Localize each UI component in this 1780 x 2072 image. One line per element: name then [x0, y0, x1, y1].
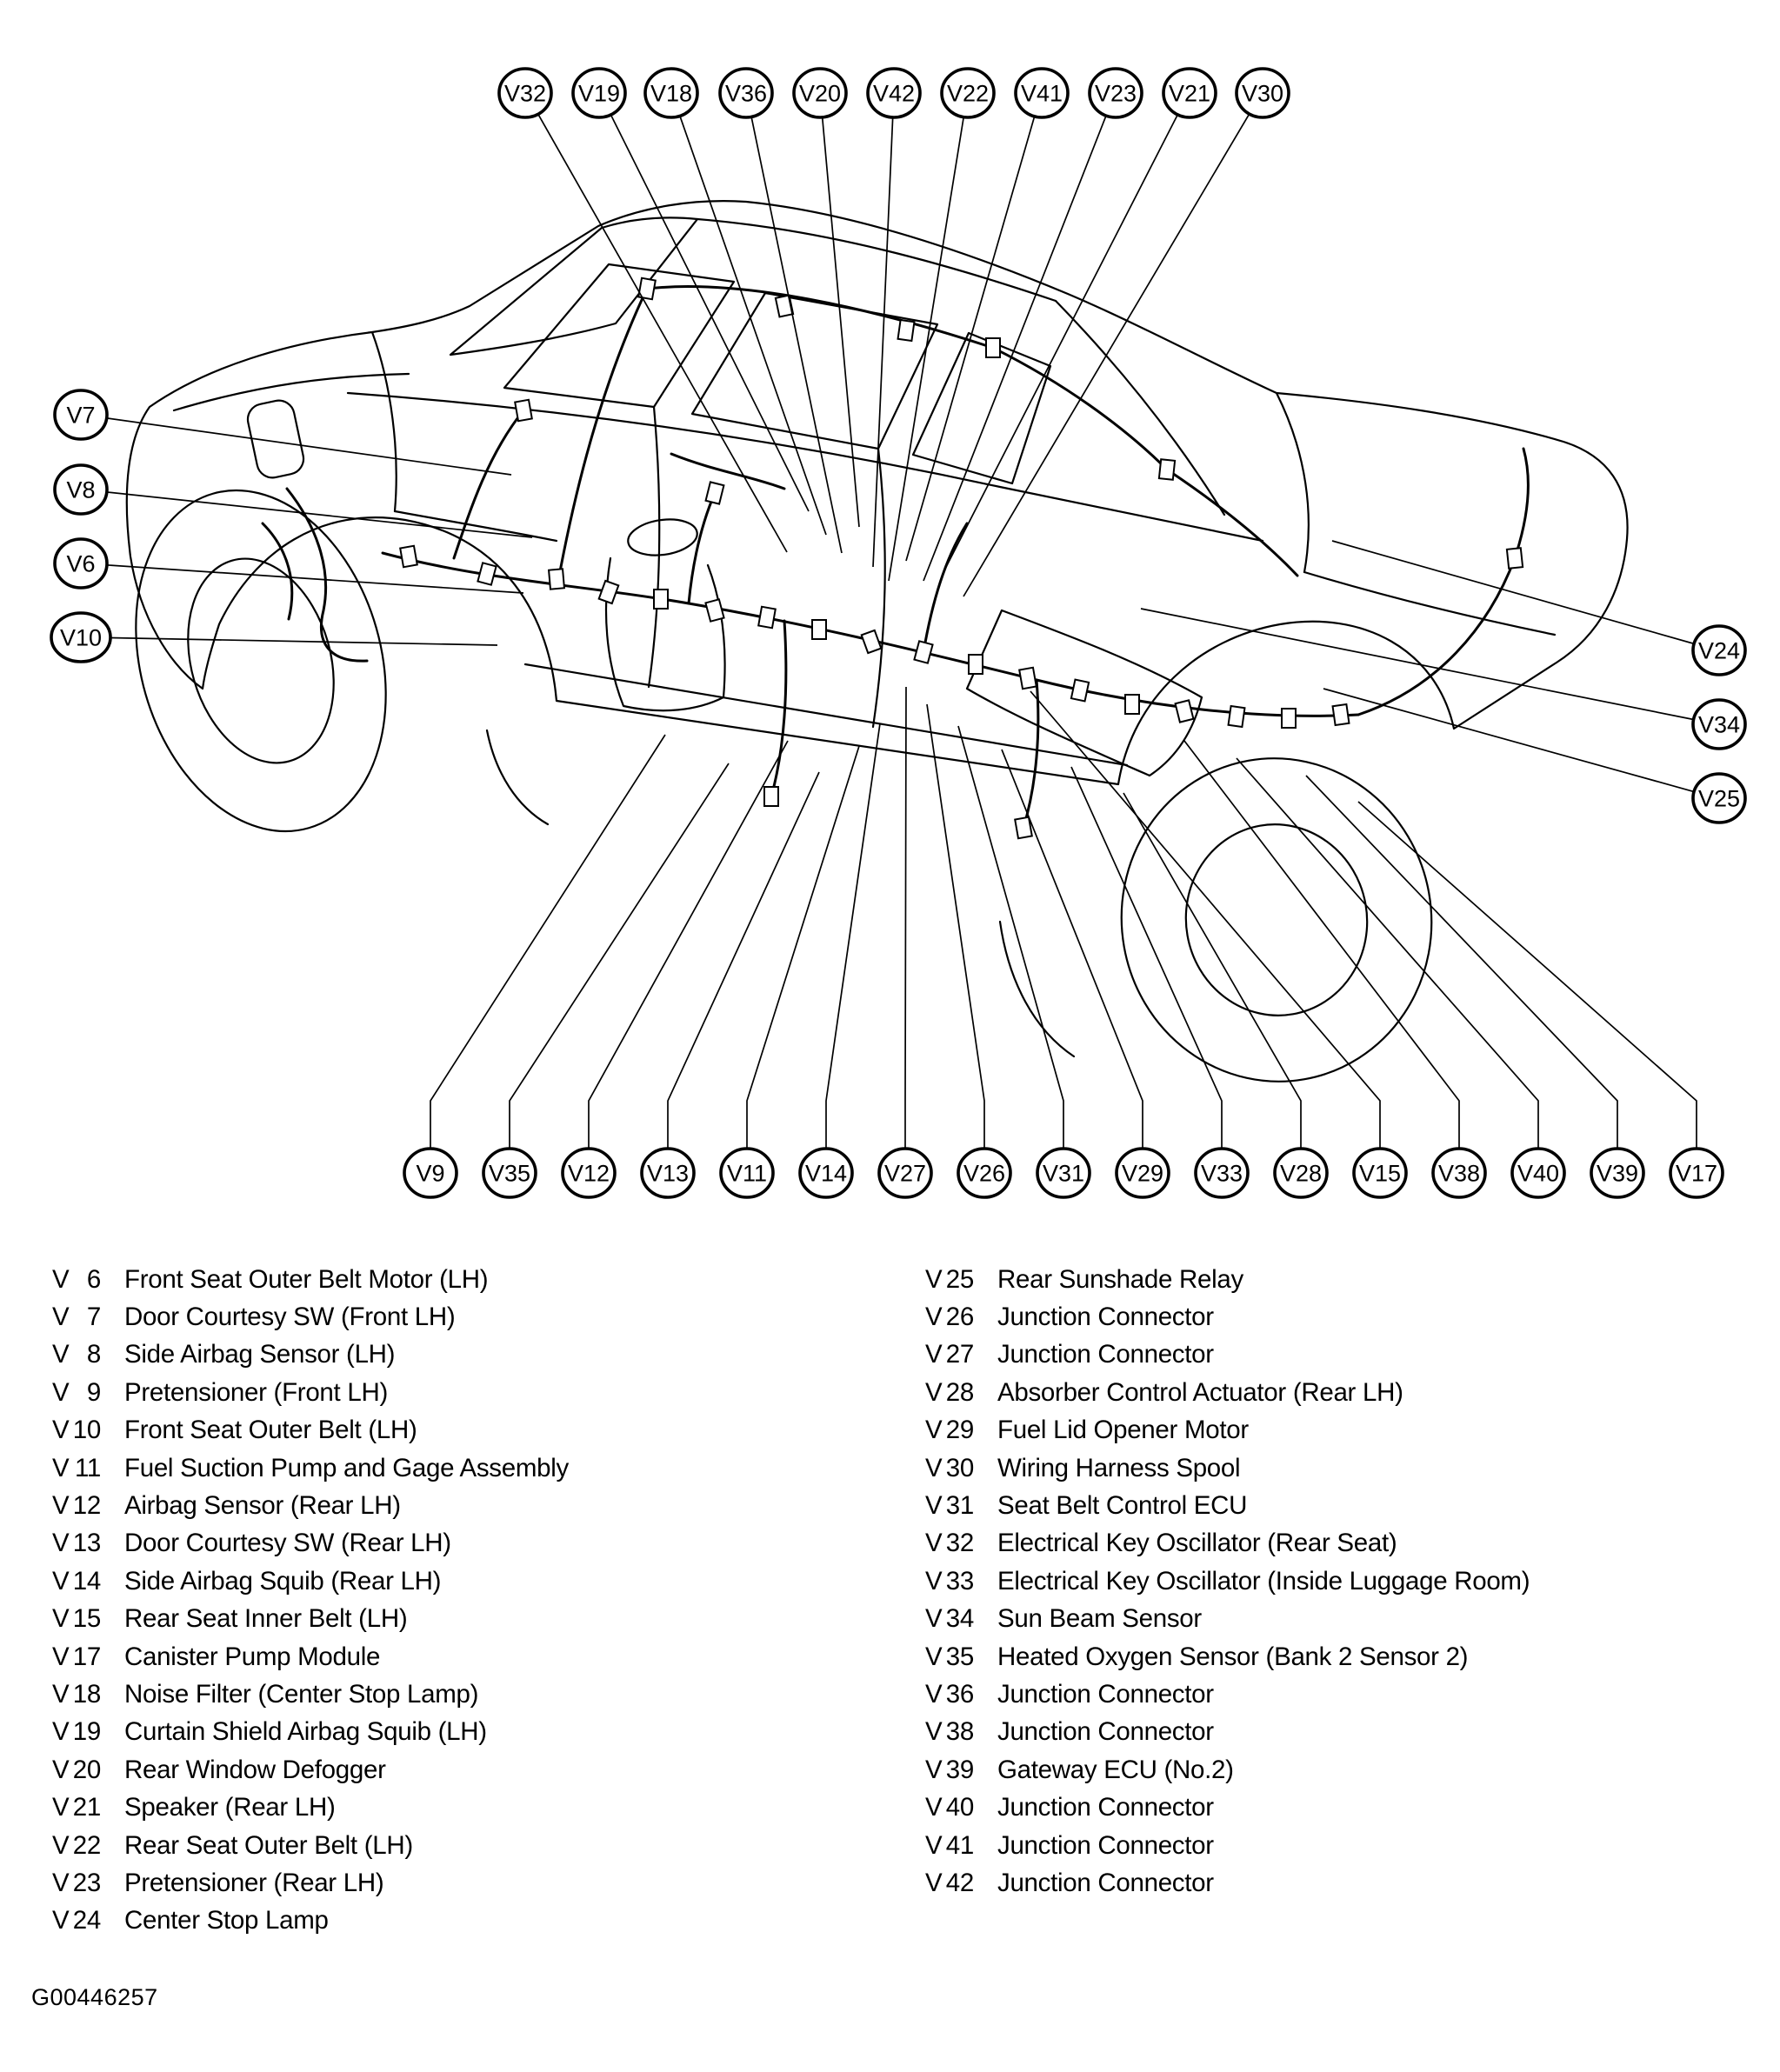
legend-item-prefix: V: [925, 1566, 943, 1596]
callout-v9: [404, 735, 665, 1197]
callout-v26: [927, 704, 1010, 1197]
legend-item-number: 42: [945, 1868, 974, 1897]
leader-line-v33: [1071, 767, 1222, 1149]
leader-line-v15: [1030, 691, 1380, 1149]
callout-v7: [55, 390, 511, 475]
callout-label-v17: V17: [1675, 1160, 1718, 1187]
legend-item-prefix: V: [52, 1642, 70, 1671]
legend-item-prefix: V: [925, 1604, 943, 1634]
leader-line-v27: [905, 687, 906, 1149]
legend-item-name: Pretensioner (Front LH): [124, 1377, 388, 1407]
legend-item-number: 39: [945, 1755, 974, 1784]
legend-item-name: Junction Connector: [997, 1679, 1214, 1709]
legend-item-prefix: V: [52, 1830, 70, 1860]
legend-item-prefix: V: [52, 1717, 70, 1747]
legend-item-number: 32: [945, 1529, 974, 1558]
legend-item-name: Sun Beam Sensor: [997, 1604, 1202, 1634]
legend-item-name: Junction Connector: [997, 1830, 1214, 1860]
legend-row: [52, 1412, 569, 1449]
callout-label-v26: V26: [963, 1160, 1006, 1187]
legend-row: [925, 1789, 1530, 1826]
legend-row: [52, 1525, 569, 1562]
legend-item-name: Front Seat Outer Belt Motor (LH): [124, 1264, 489, 1294]
legend-item-prefix: V: [925, 1830, 943, 1860]
legend-item-prefix: V: [925, 1453, 943, 1482]
legend-item-prefix: V: [925, 1717, 943, 1747]
legend-item-name: Junction Connector: [997, 1717, 1214, 1747]
legend-item-number: 22: [72, 1830, 101, 1860]
leader-line-v26: [927, 704, 984, 1149]
callout-v34: [1141, 609, 1745, 749]
legend-row: [925, 1714, 1530, 1751]
legend-row: [925, 1449, 1530, 1487]
legend-item-prefix: V: [52, 1340, 70, 1369]
legend-item-name: Absorber Control Actuator (Rear LH): [997, 1377, 1403, 1407]
callout-v31: [958, 726, 1090, 1197]
callout-v38: [1184, 741, 1485, 1197]
callout-v33: [1071, 767, 1248, 1197]
legend-item-name: Gateway ECU (No.2): [997, 1755, 1234, 1784]
legend-row: [925, 1412, 1530, 1449]
legend-item-number: 17: [72, 1642, 101, 1671]
legend-item-name: Heated Oxygen Sensor (Bank 2 Sensor 2): [997, 1642, 1469, 1671]
leader-line-v22: [889, 117, 963, 581]
legend-item-number: 14: [72, 1566, 101, 1596]
legend-item-name: Pretensioner (Rear LH): [124, 1868, 384, 1897]
legend-item-prefix: V: [925, 1302, 943, 1332]
leader-line-v34: [1141, 609, 1694, 720]
callout-label-v33: V33: [1200, 1160, 1243, 1187]
legend-item-prefix: V: [925, 1755, 943, 1784]
leader-line-v41: [906, 117, 1035, 561]
legend-row: [925, 1261, 1530, 1298]
legend-item-number: 10: [72, 1416, 101, 1445]
callout-label-v6: V6: [66, 550, 96, 577]
legend-row: [52, 1261, 569, 1298]
leader-line-v7: [107, 418, 511, 475]
legend-item-number: 20: [72, 1755, 101, 1784]
callout-label-v15: V15: [1358, 1160, 1402, 1187]
legend-item-number: 26: [945, 1302, 974, 1332]
leader-line-v29: [1002, 750, 1143, 1149]
callout-layer: [51, 69, 1745, 1197]
callout-label-v36: V36: [724, 80, 768, 107]
legend-column-right: [925, 1261, 1530, 1902]
legend-item-name: Door Courtesy SW (Front LH): [124, 1302, 456, 1332]
legend-item-number: 40: [945, 1793, 974, 1822]
leader-line-v28: [1123, 793, 1301, 1149]
legend-item-name: Canister Pump Module: [124, 1642, 381, 1671]
legend-row: [52, 1562, 569, 1600]
callout-v28: [1123, 793, 1327, 1197]
legend-item-prefix: V: [52, 1491, 70, 1521]
legend-row: [925, 1638, 1530, 1676]
callout-label-v22: V22: [946, 80, 990, 107]
callout-label-v11: V11: [726, 1160, 768, 1187]
legend-item-prefix: V: [52, 1453, 70, 1482]
legend-item-number: 31: [945, 1491, 974, 1521]
callout-label-v31: V31: [1042, 1160, 1085, 1187]
callout-label-v8: V8: [66, 476, 96, 503]
legend-item-prefix: V: [925, 1264, 943, 1294]
legend-item-name: Airbag Sensor (Rear LH): [124, 1491, 401, 1521]
legend-row: [925, 1525, 1530, 1562]
legend-item-number: 15: [72, 1604, 101, 1634]
legend-item-prefix: V: [52, 1868, 70, 1897]
legend-item-number: 24: [72, 1906, 101, 1935]
legend-item-name: Wiring Harness Spool: [997, 1453, 1241, 1482]
callout-label-v7: V7: [66, 402, 96, 429]
legend-item-prefix: V: [52, 1302, 70, 1332]
harness-connectors: [400, 278, 1523, 838]
legend-item-number: 28: [945, 1377, 974, 1407]
legend-item-number: 36: [945, 1679, 974, 1709]
legend-row: [925, 1562, 1530, 1600]
legend-item-number: 38: [945, 1717, 974, 1747]
figure-code: G00446257: [31, 1984, 158, 2010]
callout-v25: [1323, 689, 1745, 823]
legend-item-number: 21: [72, 1793, 101, 1822]
callout-v21: [944, 69, 1216, 570]
leader-line-v13: [668, 772, 819, 1149]
legend-item-name: Rear Sunshade Relay: [997, 1264, 1243, 1294]
callout-label-v19: V19: [577, 80, 621, 107]
callout-label-v20: V20: [798, 80, 842, 107]
leader-line-v17: [1358, 802, 1697, 1149]
legend-item-prefix: V: [52, 1604, 70, 1634]
callout-label-v10: V10: [59, 624, 103, 651]
callout-label-v13: V13: [646, 1160, 690, 1187]
legend-item-prefix: V: [52, 1566, 70, 1596]
legend-row: [52, 1902, 569, 1940]
legend-row: [925, 1827, 1530, 1864]
legend-item-number: 35: [945, 1642, 974, 1671]
legend-item-prefix: V: [52, 1377, 70, 1407]
callout-v18: [645, 69, 826, 535]
legend-row: [52, 1751, 569, 1789]
legend-item-prefix: V: [925, 1679, 943, 1709]
leader-line-v20: [823, 117, 859, 527]
callout-label-v21: V21: [1168, 80, 1211, 107]
legend-row: [52, 1449, 569, 1487]
legend-item-number: 34: [945, 1604, 974, 1634]
callout-label-v29: V29: [1121, 1160, 1164, 1187]
legend-item-prefix: V: [925, 1529, 943, 1558]
legend-item-number: 41: [945, 1830, 974, 1860]
legend-row: [52, 1298, 569, 1336]
callout-label-v35: V35: [488, 1160, 531, 1187]
leader-line-v18: [680, 116, 826, 535]
legend-row: [925, 1298, 1530, 1336]
legend-item-name: Electrical Key Oscillator (Rear Seat): [997, 1529, 1397, 1558]
legend-item-prefix: V: [52, 1416, 70, 1445]
legend-item-name: Electrical Key Oscillator (Inside Luggage Room): [997, 1566, 1530, 1596]
callout-v39: [1306, 776, 1643, 1197]
legend-item-number: 12: [72, 1491, 101, 1521]
legend-item-prefix: V: [925, 1868, 943, 1897]
legend-item-prefix: V: [925, 1340, 943, 1369]
legend-column-left: [52, 1261, 569, 1940]
callout-v12: [563, 741, 788, 1197]
legend-item-number: 8: [86, 1340, 101, 1369]
legend-item-number: 27: [945, 1340, 974, 1369]
callout-label-v24: V24: [1697, 637, 1741, 664]
legend-item-prefix: V: [52, 1529, 70, 1558]
legend-item-number: 18: [72, 1679, 101, 1709]
legend-item-number: 19: [72, 1717, 101, 1747]
legend-item-number: 30: [945, 1453, 974, 1482]
callout-label-v42: V42: [872, 80, 916, 107]
callout-label-v12: V12: [567, 1160, 610, 1187]
callout-v24: [1332, 541, 1745, 675]
callout-label-v32: V32: [503, 80, 547, 107]
callout-label-v41: V41: [1020, 80, 1063, 107]
callout-label-v28: V28: [1279, 1160, 1323, 1187]
leader-line-v12: [589, 741, 788, 1149]
callout-v23: [923, 69, 1142, 581]
legend-item-prefix: V: [925, 1642, 943, 1671]
callout-v30: [963, 69, 1289, 596]
legend-item-name: Rear Window Defogger: [124, 1755, 386, 1784]
legend-item-prefix: V: [52, 1906, 70, 1935]
legend-item-number: 9: [86, 1377, 101, 1407]
legend-row: [925, 1601, 1530, 1638]
callout-v19: [573, 69, 809, 511]
legend-row: [925, 1864, 1530, 1902]
leader-line-v9: [430, 735, 665, 1149]
legend-item-prefix: V: [52, 1755, 70, 1784]
callout-v11: [721, 746, 859, 1197]
legend-row: [52, 1789, 569, 1826]
legend-item-name: Fuel Suction Pump and Gage Assembly: [124, 1453, 569, 1482]
callout-label-v23: V23: [1094, 80, 1137, 107]
legend-item-number: 7: [86, 1302, 101, 1332]
callout-label-v14: V14: [804, 1160, 848, 1187]
legend-item-name: Junction Connector: [997, 1340, 1214, 1369]
leader-line-v31: [958, 726, 1063, 1149]
legend-item-name: Junction Connector: [997, 1793, 1214, 1822]
callout-v15: [1030, 691, 1406, 1197]
legend-row: [52, 1864, 569, 1902]
legend-item-name: Noise Filter (Center Stop Lamp): [124, 1679, 479, 1709]
legend-item-prefix: V: [52, 1793, 70, 1822]
legend-item-name: Speaker (Rear LH): [124, 1793, 336, 1822]
callout-label-v38: V38: [1437, 1160, 1481, 1187]
legend-item-name: Rear Seat Inner Belt (LH): [124, 1604, 408, 1634]
legend-row: [52, 1336, 569, 1374]
callout-v32: [499, 69, 787, 552]
legend-item-name: Seat Belt Control ECU: [997, 1491, 1248, 1521]
legend-item-name: Side Airbag Sensor (LH): [124, 1340, 396, 1369]
legend-row: [52, 1487, 569, 1524]
legend-item-prefix: V: [925, 1416, 943, 1445]
legend-item-prefix: V: [925, 1377, 943, 1407]
legend-item-number: 33: [945, 1566, 974, 1596]
leader-line-v25: [1323, 689, 1694, 792]
callout-label-v25: V25: [1697, 785, 1741, 812]
callout-v35: [483, 763, 729, 1197]
callout-label-v34: V34: [1697, 711, 1741, 738]
leader-line-v14: [826, 723, 880, 1149]
legend-row: [925, 1374, 1530, 1411]
legend-item-number: 29: [945, 1416, 974, 1445]
legend-item-number: 23: [72, 1868, 101, 1897]
legend-item-name: Junction Connector: [997, 1302, 1214, 1332]
legend-item-name: Rear Seat Outer Belt (LH): [124, 1830, 413, 1860]
legend-item-name: Fuel Lid Opener Motor: [997, 1416, 1249, 1445]
callout-v14: [800, 723, 880, 1197]
callout-label-v9: V9: [416, 1160, 445, 1187]
legend-item-prefix: V: [925, 1491, 943, 1521]
legend-row: [52, 1827, 569, 1864]
callout-label-v27: V27: [883, 1160, 927, 1187]
legend-item-number: 25: [945, 1264, 974, 1294]
callout-label-v40: V40: [1517, 1160, 1560, 1187]
leader-line-v10: [110, 638, 497, 645]
legend-item-prefix: V: [52, 1264, 70, 1294]
legend-item-name: Curtain Shield Airbag Squib (LH): [124, 1717, 487, 1747]
legend-item-prefix: V: [925, 1793, 943, 1822]
callout-v10: [51, 613, 497, 662]
legend-item-number: 6: [86, 1264, 101, 1294]
legend-item-name: Side Airbag Squib (Rear LH): [124, 1566, 442, 1596]
legend-row: [925, 1751, 1530, 1789]
legend-row: [925, 1676, 1530, 1713]
legend-row: [52, 1676, 569, 1713]
callout-v13: [642, 772, 819, 1197]
callout-v27: [879, 687, 931, 1197]
legend-item-prefix: V: [52, 1679, 70, 1709]
legend-row: [52, 1638, 569, 1676]
leader-line-v38: [1184, 741, 1459, 1149]
callout-label-v18: V18: [650, 80, 693, 107]
legend-item-name: Front Seat Outer Belt (LH): [124, 1416, 417, 1445]
legend-item-name: Junction Connector: [997, 1868, 1214, 1897]
legend-row: [925, 1336, 1530, 1374]
legend-item-number: 13: [72, 1529, 101, 1558]
car-cutaway-drawing: [97, 201, 1627, 1106]
legend-row: [52, 1374, 569, 1411]
legend-item-name: Center Stop Lamp: [124, 1906, 329, 1935]
callout-label-v30: V30: [1241, 80, 1284, 107]
legend-item-name: Door Courtesy SW (Rear LH): [124, 1529, 451, 1558]
legend-row: [52, 1601, 569, 1638]
legend-item-number: 11: [74, 1453, 101, 1482]
leader-line-v40: [1237, 758, 1538, 1149]
callout-label-v39: V39: [1596, 1160, 1639, 1187]
legend-row: [925, 1487, 1530, 1524]
legend-row: [52, 1714, 569, 1751]
